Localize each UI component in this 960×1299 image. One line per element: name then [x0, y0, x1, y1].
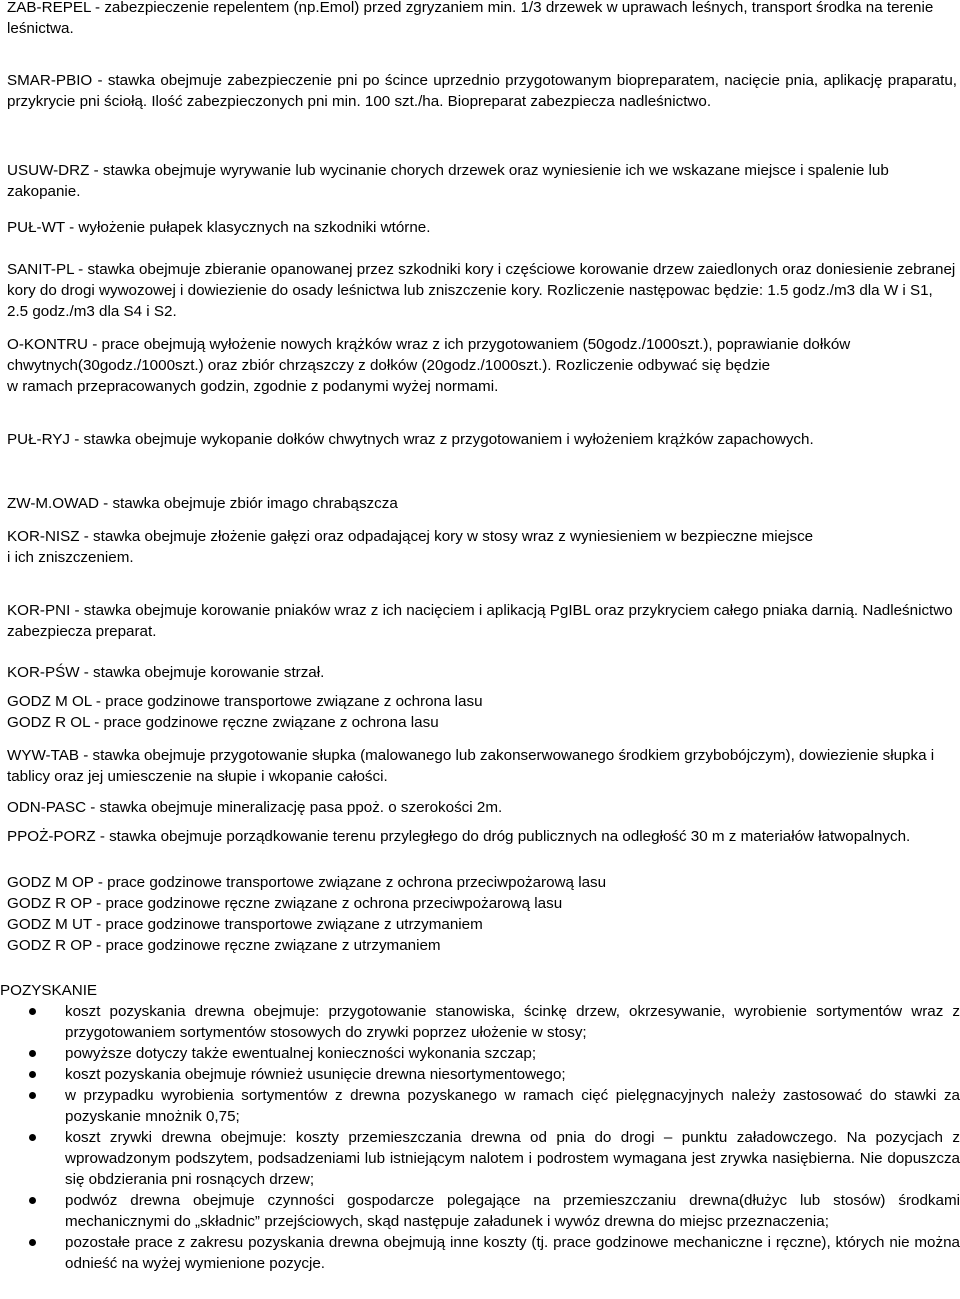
paragraph-pul-wt: PUŁ-WT - wyłożenie pułapek klasycznych na szkodniki wtórne.: [7, 219, 431, 236]
paragraph-o-kontru: O-KONTRU - prace obejmują wyłożenie nowych krążków wraz z ich przygotowaniem (50godz./1000szt.), poprawianie dołków chwytnych(30godz./1000szt.) oraz zbiór chrząszczy z dołków (20godz./1000szt.). Rozliczenie odbywać się będzie w ramach przepracowanych godzin, zgodnie z podanymi wyżej normami.: [7, 336, 851, 395]
list-item-text: w przypadku wyrobienia sortymentów z drewna pozyskanego w ramach cięć pielęgnacyjnych należy zastosować do stawki za pozyskanie mnożnik 0,75;: [65, 1087, 960, 1125]
paragraph-smar-pbio: SMAR-PBIO - stawka obejmuje zabezpieczenie pni po ścince uprzednio przygotowanym biopreparatem, nacięcie pnia, aplikację praparatu, przykrycie pni ściołą. Ilość zabezpieczonych pni min. 100 szt./ha. Biopreparat zabezpiecza nadleśnictwo.: [7, 72, 957, 110]
paragraph-wyw-tab: WYW-TAB - stawka obejmuje przygotowanie słupka (malowanego lub zakonserwowanego środkiem grzybobójczym), dowiezienie słupka i tablicy oraz jej umiesczenie na słupie i wkopanie całości.: [7, 747, 935, 785]
list-item-text: koszt pozyskania drewna obejmuje: przygotowanie stanowiska, ścinkę drzew, okrzesywanie, wyrobienie sortymentów wraz z przygotowaniem sortymentów stosowych do zrywki poprzez ułożenie w stosy;: [65, 1003, 960, 1041]
paragraph-odn-pasc: ODN-PASC - stawka obejmuje mineralizację pasa ppoż. o szerokości 2m.: [7, 799, 503, 816]
paragraph-pul-ryj: PUŁ-RYJ - stawka obejmuje wykopanie dołków chwytnych wraz z przygotowaniem i wyłożeniem krążków zapachowych.: [7, 431, 814, 448]
section-heading: POZYSKANIE: [0, 982, 98, 999]
list-item: [7, 1127, 960, 1190]
list-item-text: pozostałe prace z zakresu pozyskania drewna obejmują inne koszty (tj. prace godzinowe mechaniczne i ręczne), których nie można odnieść na wyżej wymienione pozycje.: [65, 1234, 960, 1272]
list-item: [7, 1085, 960, 1127]
paragraph-kor-psw: KOR-PŚW - stawka obejmuje korowanie strzał.: [7, 664, 325, 681]
list-item-text: powyższe dotyczy także ewentualnej konieczności wykonania szczap;: [65, 1045, 537, 1062]
bullet-icon: [29, 1197, 36, 1204]
bullet-list: [7, 1001, 960, 1274]
paragraph-godz-ol: GODZ M OL - prace godzinowe transportowe związane z ochrona lasu GODZ R OL - prace godzinowe ręczne związane z ochrona lasu: [7, 693, 483, 731]
list-item-text: koszt pozyskania obejmuje również usunięcie drewna niesortymentowego;: [65, 1066, 566, 1083]
paragraph-usuw-drz: USUW-DRZ - stawka obejmuje wyrywanie lub wycinanie chorych drzewek oraz wyniesienie ich we wskazane miejsce i spalenie lub zakopanie.: [7, 162, 889, 200]
list-item-text: podwóz drewna obejmuje czynności gospodarcze polegające na przemieszczaniu drewna(dłużyc lub stosów) środkami mechanicznymi do „składnic” przejściowych, skąd następuje załadunek i wywóz drewna do miejsc przeznaczenia;: [65, 1192, 960, 1230]
bullet-icon: [29, 1134, 36, 1141]
paragraph-kor-nisz: KOR-NISZ - stawka obejmuje złożenie gałęzi oraz odpadającej kory w stosy wraz z wyniesieniem w bezpieczne miejsce i ich zniszczeniem.: [7, 528, 814, 566]
bullet-icon: [29, 1071, 36, 1078]
list-item: [7, 1043, 960, 1064]
paragraph-zw-m-owad: ZW-M.OWAD - stawka obejmuje zbiór imago chrabąszcza: [7, 495, 398, 512]
list-item: [7, 1232, 960, 1274]
bullet-icon: [29, 1092, 36, 1099]
bullet-icon: [29, 1008, 36, 1015]
bullet-icon: [29, 1239, 36, 1246]
paragraph-zab-repel: ZAB-REPEL - zabezpieczenie repelentem (np.Emol) przed zgryzaniem min. 1/3 drzewek w uprawach leśnych, transport środka na terenie leśnictwa.: [7, 0, 934, 37]
list-item-text: koszt zrywki drewna obejmuje: koszty przemieszczania drewna od pnia do drogi – punktu załadowczego. Na pozycjach z wprowadzonym podszytem, podsadzeniami lub istniejącym nalotem i podrostem wymagana jest zrywka nasiębierna. Nie dopuszcza się obdzierania pni rosnących drzew;: [65, 1129, 960, 1188]
paragraph-godz-op-ut: GODZ M OP - prace godzinowe transportowe związane z ochrona przeciwpożarową lasu GODZ R OP - prace godzinowe ręczne związane z ochrona przeciwpożarową lasu GODZ M UT - prace godzinowe transportowe związane z utrzymaniem GODZ R OP - prace godzinowe ręczne związane z utrzymaniem: [7, 874, 607, 954]
list-item: [7, 1001, 960, 1043]
list-item: [7, 1064, 960, 1085]
paragraph-kor-pni: KOR-PNI - stawka obejmuje korowanie pniaków wraz z ich nacięciem i aplikacją PgIBL oraz przykryciem całego pniaka darnią. Nadleśnictwo zabezpiecza preparat.: [7, 602, 953, 640]
list-item: [7, 1190, 960, 1232]
paragraph-sanit-pl: SANIT-PL - stawka obejmuje zbieranie opanowanej przez szkodniki kory i częściowe korowanie drzew zaiedlonych oraz doniesienie zebranej kory do drogi wywozowej i dowiezienie do osady leśnictwa lub zniszczenie kory. Rozliczenie następowac będzie: 1.5 godz./m3 dla W i S1, 2.5 godz./m3 dla S4 i S2.: [7, 261, 956, 320]
bullet-icon: [29, 1050, 36, 1057]
paragraph-ppoz-porz: PPOŻ-PORZ - stawka obejmuje porządkowanie terenu przyległego do dróg publicznych na odległość 30 m z materiałów łatwopalnych.: [7, 828, 911, 845]
